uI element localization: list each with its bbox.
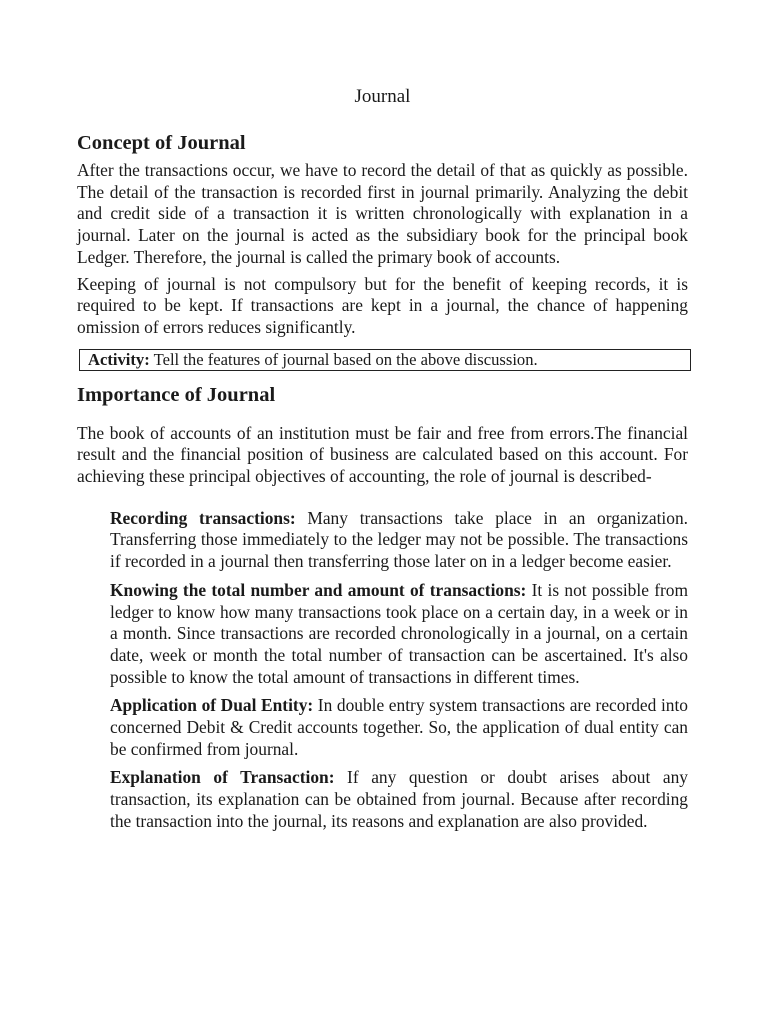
- item-label: Recording transactions:: [110, 507, 296, 528]
- concept-heading: Concept of Journal: [77, 132, 246, 154]
- page-title: Journal: [354, 86, 411, 107]
- item-label: Application of Dual Entity:: [110, 695, 314, 716]
- importance-item-recording: [110, 508, 688, 573]
- importance-item-dual-entity: [110, 695, 688, 760]
- activity-box: [79, 349, 691, 371]
- activity-label: Activity:: [88, 349, 150, 369]
- importance-item-explanation: [110, 767, 688, 832]
- concept-paragraph-2: Keeping of journal is not compulsory but for the benefit of keeping records, it is required to be kept. If transactions are kept in a journal, the chance of happening omission of errors reduces significantly.: [77, 273, 688, 337]
- item-text: It is not possible from ledger to know how many transactions took place on a certain day, in a week or in a month. Since transactions are recorded chronologically in a journal, on a certain date, week or month the total number of transaction can be ascertained. It's also possible to know the total amount of transactions in different times.: [110, 579, 688, 687]
- item-label: Knowing the total number and amount of transactions:: [110, 579, 527, 600]
- importance-item-knowing-total: [110, 580, 688, 689]
- item-text: In double entry system transactions are recorded into concerned Debit & Credit accounts together. So, the application of dual entity can be confirmed from journal.: [110, 695, 688, 759]
- item-label: Explanation of Transaction:: [110, 767, 335, 788]
- item-text: Many transactions take place in an organization. Transferring those immediately to the ledger may not be possible. The transactions if recorded in a journal then transferring those later on in a ledger become easier.: [110, 507, 688, 572]
- importance-heading: Importance of Journal: [77, 383, 276, 406]
- concept-paragraph-1: After the transactions occur, we have to record the detail of that as quickly as possible. The detail of the transaction is recorded first in journal primarily. Analyzing the debit and credit side of a transaction it is written chronologically with explanation in a journal. Later on the journal is acted as the subsidiary book for the principal book Ledger. Therefore, the journal is called the primary book of accounts.: [77, 160, 688, 267]
- importance-intro: The book of accounts of an institution must be fair and free from errors.The financial result and the financial position of business are calculated based on this account. For achieving these principal objectives of accounting, the role of journal is described-: [77, 422, 688, 487]
- activity-text: Tell the features of journal based on the above discussion.: [149, 349, 538, 369]
- item-text: If any question or doubt arises about any transaction, its explanation can be obtained from journal. Because after recording the transaction into the journal, its reasons and explanation are also provided.: [110, 767, 688, 831]
